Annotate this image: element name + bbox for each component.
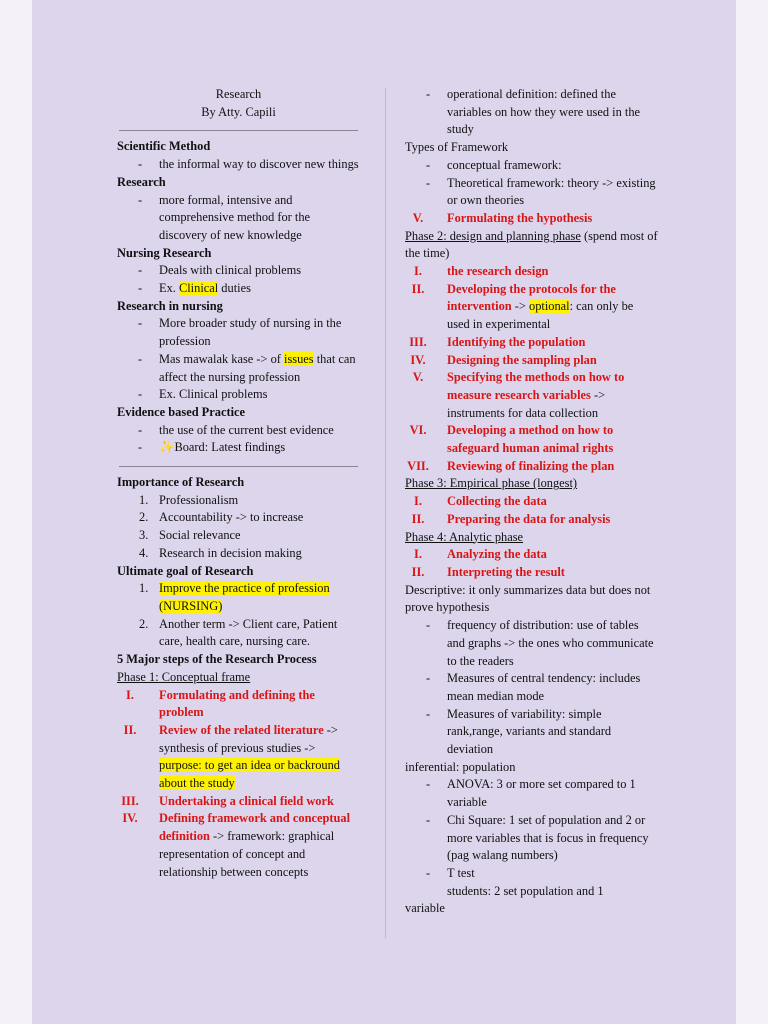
column-divider: [385, 88, 386, 938]
list-item: VI. Developing a method on how to safeguard human animal rights: [409, 423, 614, 456]
list-item: - ✨Board: Latest findings: [138, 440, 286, 455]
list-item: - Theoretical framework: theory -> existing or own theories: [426, 175, 656, 208]
phase-4-label: Phase 4: Analytic phase: [405, 529, 524, 544]
descriptive-paragraph: Descriptive: it only summarizes data but does not prove hypothesis: [405, 582, 651, 615]
heading-nursing-research: Nursing Research: [117, 245, 212, 260]
list-item: 3. Social relevance: [139, 528, 241, 543]
highlight: Clinical: [178, 281, 219, 296]
list-item: I. Collecting the data: [414, 494, 547, 509]
list-item: - Mas mawalak kase -> of issues that can affect the nursing profession: [138, 351, 356, 384]
list-item: - conceptual framework:: [426, 157, 562, 172]
bullet-dash: -: [138, 157, 143, 172]
heading-research-in-nursing: Research in nursing: [117, 298, 223, 313]
list-item: IV. Designing the sampling plan: [410, 352, 597, 367]
list-item: - Measures of variability: simple rank,range, variants and standard deviation: [426, 706, 612, 757]
list-item: II. Preparing the data for analysis: [411, 511, 611, 526]
list-item: - frequency of distribution: use of tables and graphs -> the ones who communicate to the readers: [426, 618, 654, 668]
highlight: purpose: to get an idea or backround about the study: [159, 758, 340, 791]
list-item: IV. Defining framework and conceptual definition -> framework: graphical representation of concept and relationship between concepts: [122, 811, 351, 879]
divider-middle: [119, 466, 358, 467]
ttest-description-tail: variable: [405, 901, 445, 916]
highlight: optional: [529, 299, 570, 314]
heading-scientific-method: Scientific Method: [117, 139, 211, 154]
list-item: - the informal way to discover new things: [117, 156, 360, 174]
list-item: - Deals with clinical problems: [138, 263, 302, 278]
list-item: - Ex. Clinical problems: [138, 387, 268, 402]
list-item: VII. Reviewing of finalizing the plan: [407, 458, 615, 473]
list-item: - Measures of central tendency: includes mean median mode: [426, 671, 641, 703]
list-item: - Chi Square: 1 set of population and 2 or more variables that is focus in frequency (pag walang numbers): [426, 812, 649, 863]
document-title: Research: [215, 87, 262, 101]
list-item: I. Analyzing the data: [414, 547, 547, 562]
list-item: V. Specifying the methods on how to measure research variables -> instruments for data collection: [412, 370, 625, 420]
inferential-label: inferential: population: [405, 759, 516, 774]
phase-1-label: Phase 1: Conceptual frame: [117, 669, 251, 684]
heading-types-of-framework: Types of Framework: [405, 140, 509, 155]
list-item: II. Developing the protocols for the intervention -> optional: can only be used in experimental: [411, 281, 634, 332]
list-item: 2. Accountability -> to increase: [139, 510, 304, 525]
heading-ultimate-goal: Ultimate goal of Research: [117, 563, 254, 578]
list-item: I. the research design: [414, 264, 549, 279]
list-item: - the use of the current best evidence: [138, 422, 334, 437]
list-item: 2. Another term -> Client care, Patient care, health care, nursing care.: [139, 616, 338, 649]
list-item: V. Formulating the hypothesis: [412, 210, 593, 225]
right-column: [405, 86, 658, 918]
list-item: 1. Professionalism: [139, 492, 239, 507]
left-column: [117, 86, 360, 881]
phase-2-label: Phase 2: design and planning phase (spend most of the time): [405, 228, 658, 261]
list-item: - More broader study of nursing in the profession: [138, 316, 342, 349]
document-author: By Atty. Capili: [201, 104, 276, 119]
list-item: III. Undertaking a clinical field work: [121, 793, 334, 808]
ttest-description: students: 2 set population and 1: [447, 883, 604, 898]
highlight: issues: [284, 351, 314, 366]
heading-research: Research: [117, 174, 166, 189]
heading-five-steps: 5 Major steps of the Research Process: [117, 652, 317, 667]
highlight: Improve the practice of profession (NURSING): [159, 581, 330, 613]
document-page: [32, 0, 736, 1024]
list-item: 4. Research in decision making: [139, 545, 302, 560]
list-item: II. Review of the related literature -> synthesis of previous studies -> purpose: to get an idea or backround about the study: [123, 722, 340, 791]
heading-evidence-based-practice: Evidence based Practice: [117, 404, 246, 419]
heading-importance: Importance of Research: [117, 475, 245, 490]
list-item: - ANOVA: 3 or more set compared to 1 variable: [426, 777, 636, 810]
list-item: III. Identifying the population: [409, 334, 586, 349]
phase-3-label: Phase 3: Empirical phase (longest): [405, 476, 578, 491]
list-item: - more formal, intensive and comprehensive method for the discovery of new knowledge: [138, 192, 311, 242]
list-item: 1. Improve the practice of profession (NURSING): [139, 581, 330, 613]
list-item: - Ex. Clinical duties: [138, 281, 251, 296]
divider-top: [119, 130, 358, 131]
list-item: II. Interpreting the result: [411, 564, 565, 579]
list-item: I. Formulating and defining the problem: [126, 687, 315, 720]
list-item: - T test: [426, 865, 475, 880]
list-item: - operational definition: defined the variables on how they were used in the study: [426, 87, 641, 137]
sparkles-icon: ✨: [159, 440, 175, 455]
